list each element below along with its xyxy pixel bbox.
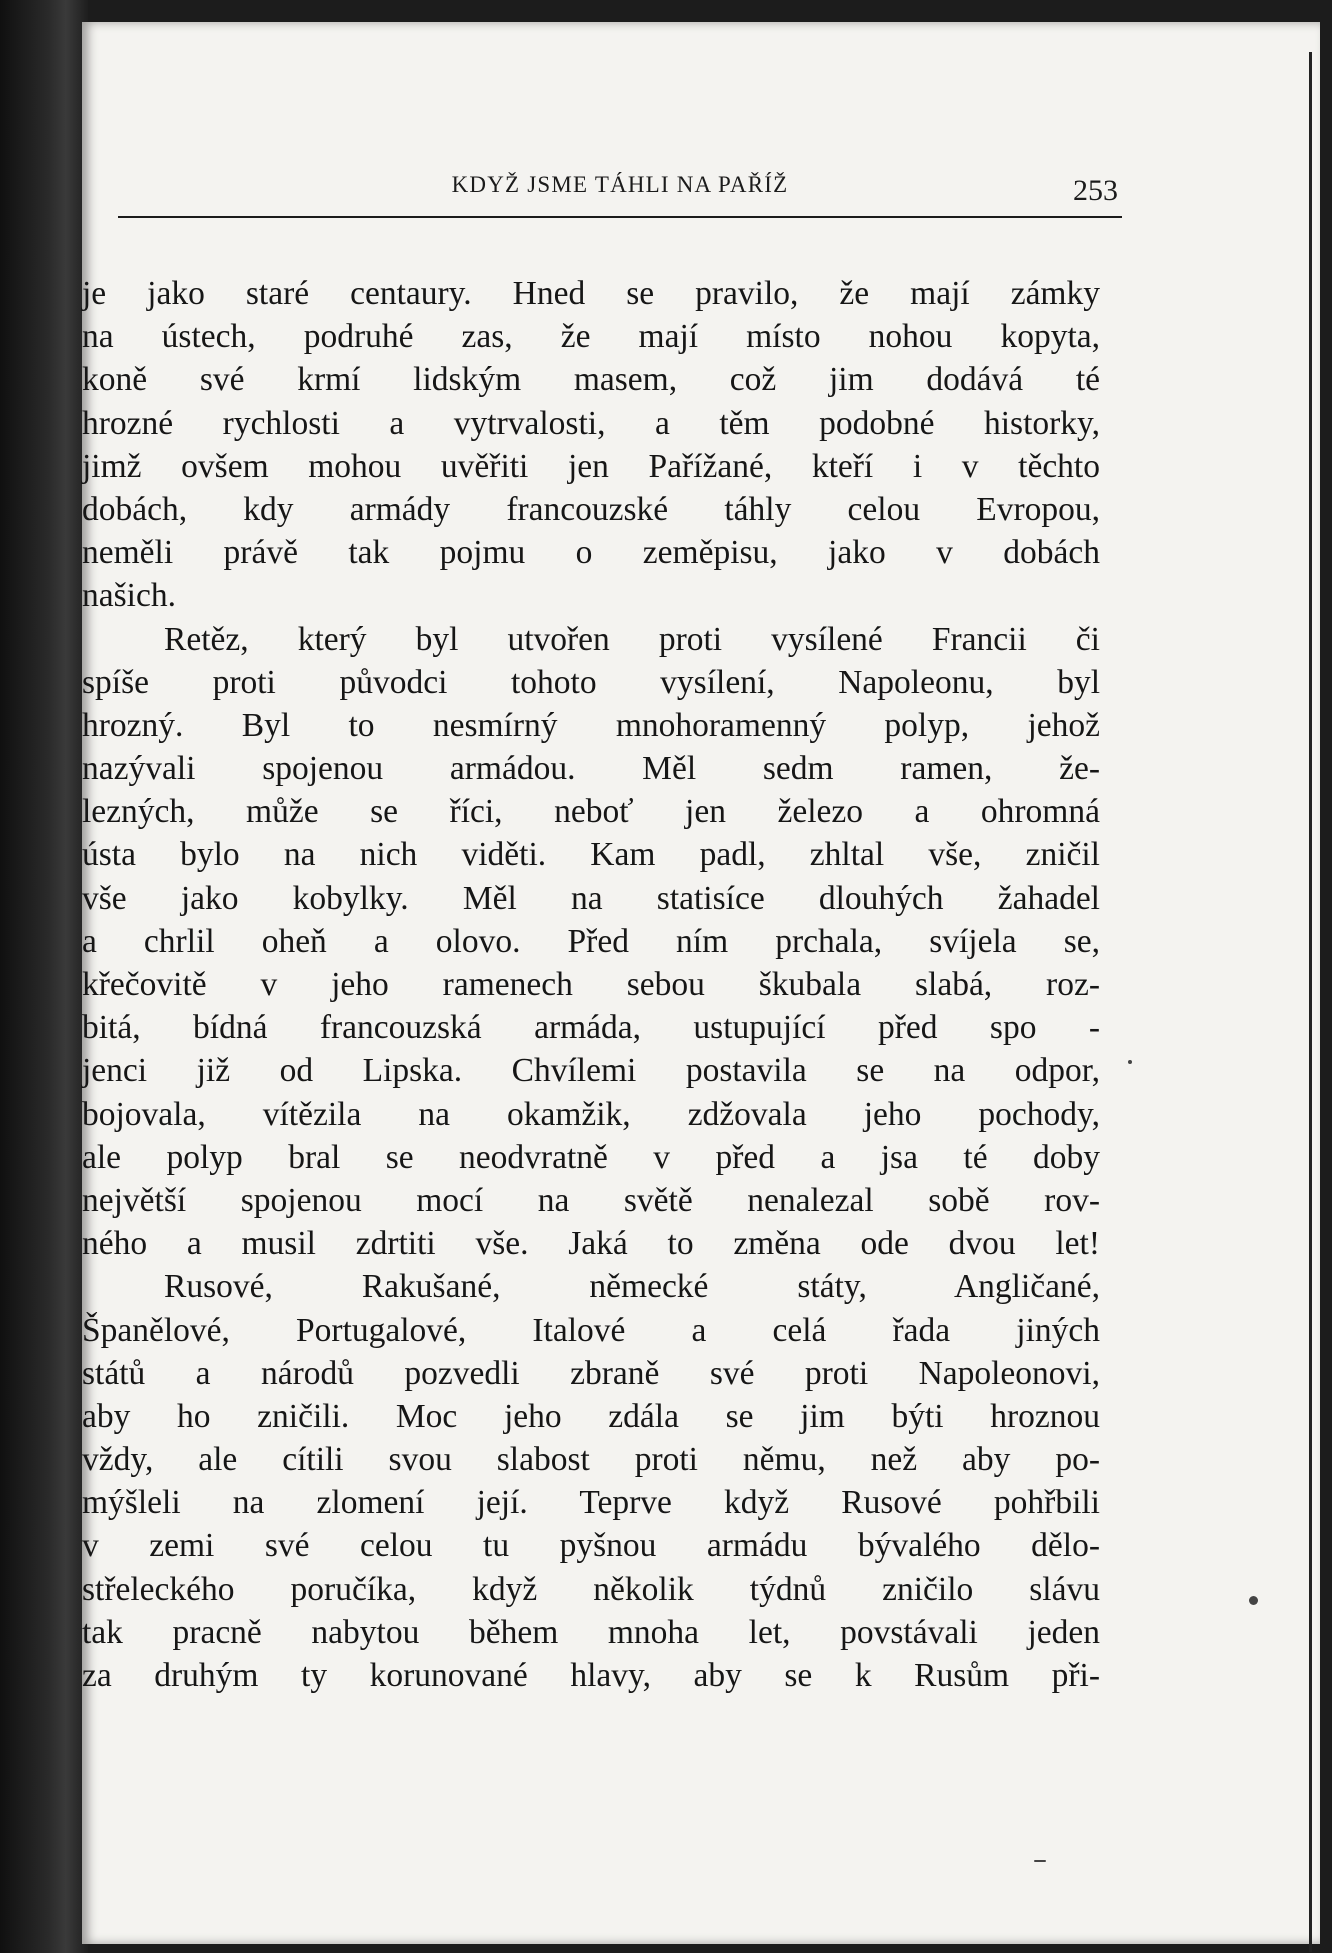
- text-line: v zemi své celou tu pyšnou armádu bývalého dělo-: [82, 1527, 1100, 1565]
- text-line: a chrlil oheň a olovo. Před ním prchala, svíjela se,: [82, 922, 1100, 960]
- book-spine-shadow: [0, 0, 88, 1953]
- header-rule: [118, 216, 1122, 218]
- text-line: tak pracně nabytou během mnoha let, povstávali jeden: [82, 1613, 1100, 1651]
- page-edge: [1309, 52, 1312, 1952]
- text-line: neměli právě tak pojmu o zeměpisu, jako v dobách: [82, 534, 1100, 572]
- text-line: ného a musil zdrtiti vše. Jaká to změna ode dvou let!: [82, 1225, 1100, 1263]
- page-number: 253: [1073, 174, 1118, 207]
- text-line: aby ho zničili. Moc jeho zdála se jim býti hroznou: [82, 1397, 1100, 1435]
- text-line: bitá, bídná francouzská armáda, ustupující před spo -: [82, 1009, 1100, 1047]
- text-line: lezných, může se říci, neboť jen železo a ohromná: [82, 793, 1100, 831]
- text-line: mýšleli na zlomení její. Teprve když Rusové pohřbili: [82, 1484, 1100, 1522]
- page-header: [118, 150, 1122, 210]
- text-line: dobách, kdy armády francouzské táhly celou Evropou,: [82, 490, 1100, 528]
- text-line: na ústech, podruhé zas, že mají místo nohou kopyta,: [82, 318, 1100, 356]
- dust-speck: [1249, 1596, 1258, 1605]
- text-line: našich.: [82, 577, 176, 615]
- running-title: KDYŽ JSME TÁHLI NA PAŘÍŽ: [451, 172, 789, 197]
- dust-speck: [1034, 1860, 1046, 1862]
- text-line: Španělové, Portugalové, Italové a celá řada jiných: [82, 1311, 1100, 1349]
- body-text: [82, 272, 1100, 1697]
- text-line: křečovitě v jeho ramenech sebou škubala slabá, roz-: [82, 966, 1100, 1003]
- text-line: bojovala, vítězila na okamžik, zdžovala jeho pochody,: [82, 1095, 1100, 1133]
- text-line: střeleckého poručíka, když několik týdnů zničilo slávu: [82, 1570, 1100, 1608]
- text-line: ale polyp bral se neodvratně v před a jsa té doby: [82, 1138, 1100, 1176]
- text-line: za druhým ty korunované hlavy, aby se k Rusům při-: [82, 1657, 1100, 1694]
- text-line: nazývali spojenou armádou. Měl sedm ramen, že-: [82, 750, 1100, 788]
- text-line: Rusové, Rakušané, německé státy, Angličané,: [164, 1268, 1100, 1306]
- text-line: největší spojenou mocí na světě nenalezal sobě rov-: [82, 1181, 1100, 1219]
- text-line: Retěz, který byl utvořen proti vysílené Francii či: [164, 620, 1100, 658]
- text-line: koně své krmí lidským masem, což jim dodává té: [82, 361, 1100, 399]
- text-line: hrozné rychlosti a vytrvalosti, a těm podobné historky,: [82, 404, 1100, 442]
- text-line: jimž ovšem mohou uvěřiti jen Pařížané, kteří i v těchto: [82, 447, 1100, 485]
- text-line: států a národů pozvedli zbraně své proti Napoleonovi,: [82, 1354, 1100, 1392]
- text-line: spíše proti původci tohoto vysílení, Napoleonu, byl: [82, 663, 1100, 701]
- text-line: je jako staré centaury. Hned se pravilo, že mají zámky: [82, 275, 1100, 312]
- text-line: vždy, ale cítili svou slabost proti němu, než aby po-: [82, 1441, 1100, 1479]
- dust-speck: [1128, 1060, 1132, 1064]
- text-line: hrozný. Byl to nesmírný mnohoramenný polyp, jehož: [82, 706, 1100, 744]
- text-line: vše jako kobylky. Měl na statisíce dlouhých žahadel: [82, 879, 1100, 917]
- text-line: jenci již od Lipska. Chvílemi postavila se na odpor,: [82, 1052, 1100, 1090]
- text-line: ústa bylo na nich viděti. Kam padl, zhltal vše, zničil: [82, 836, 1100, 874]
